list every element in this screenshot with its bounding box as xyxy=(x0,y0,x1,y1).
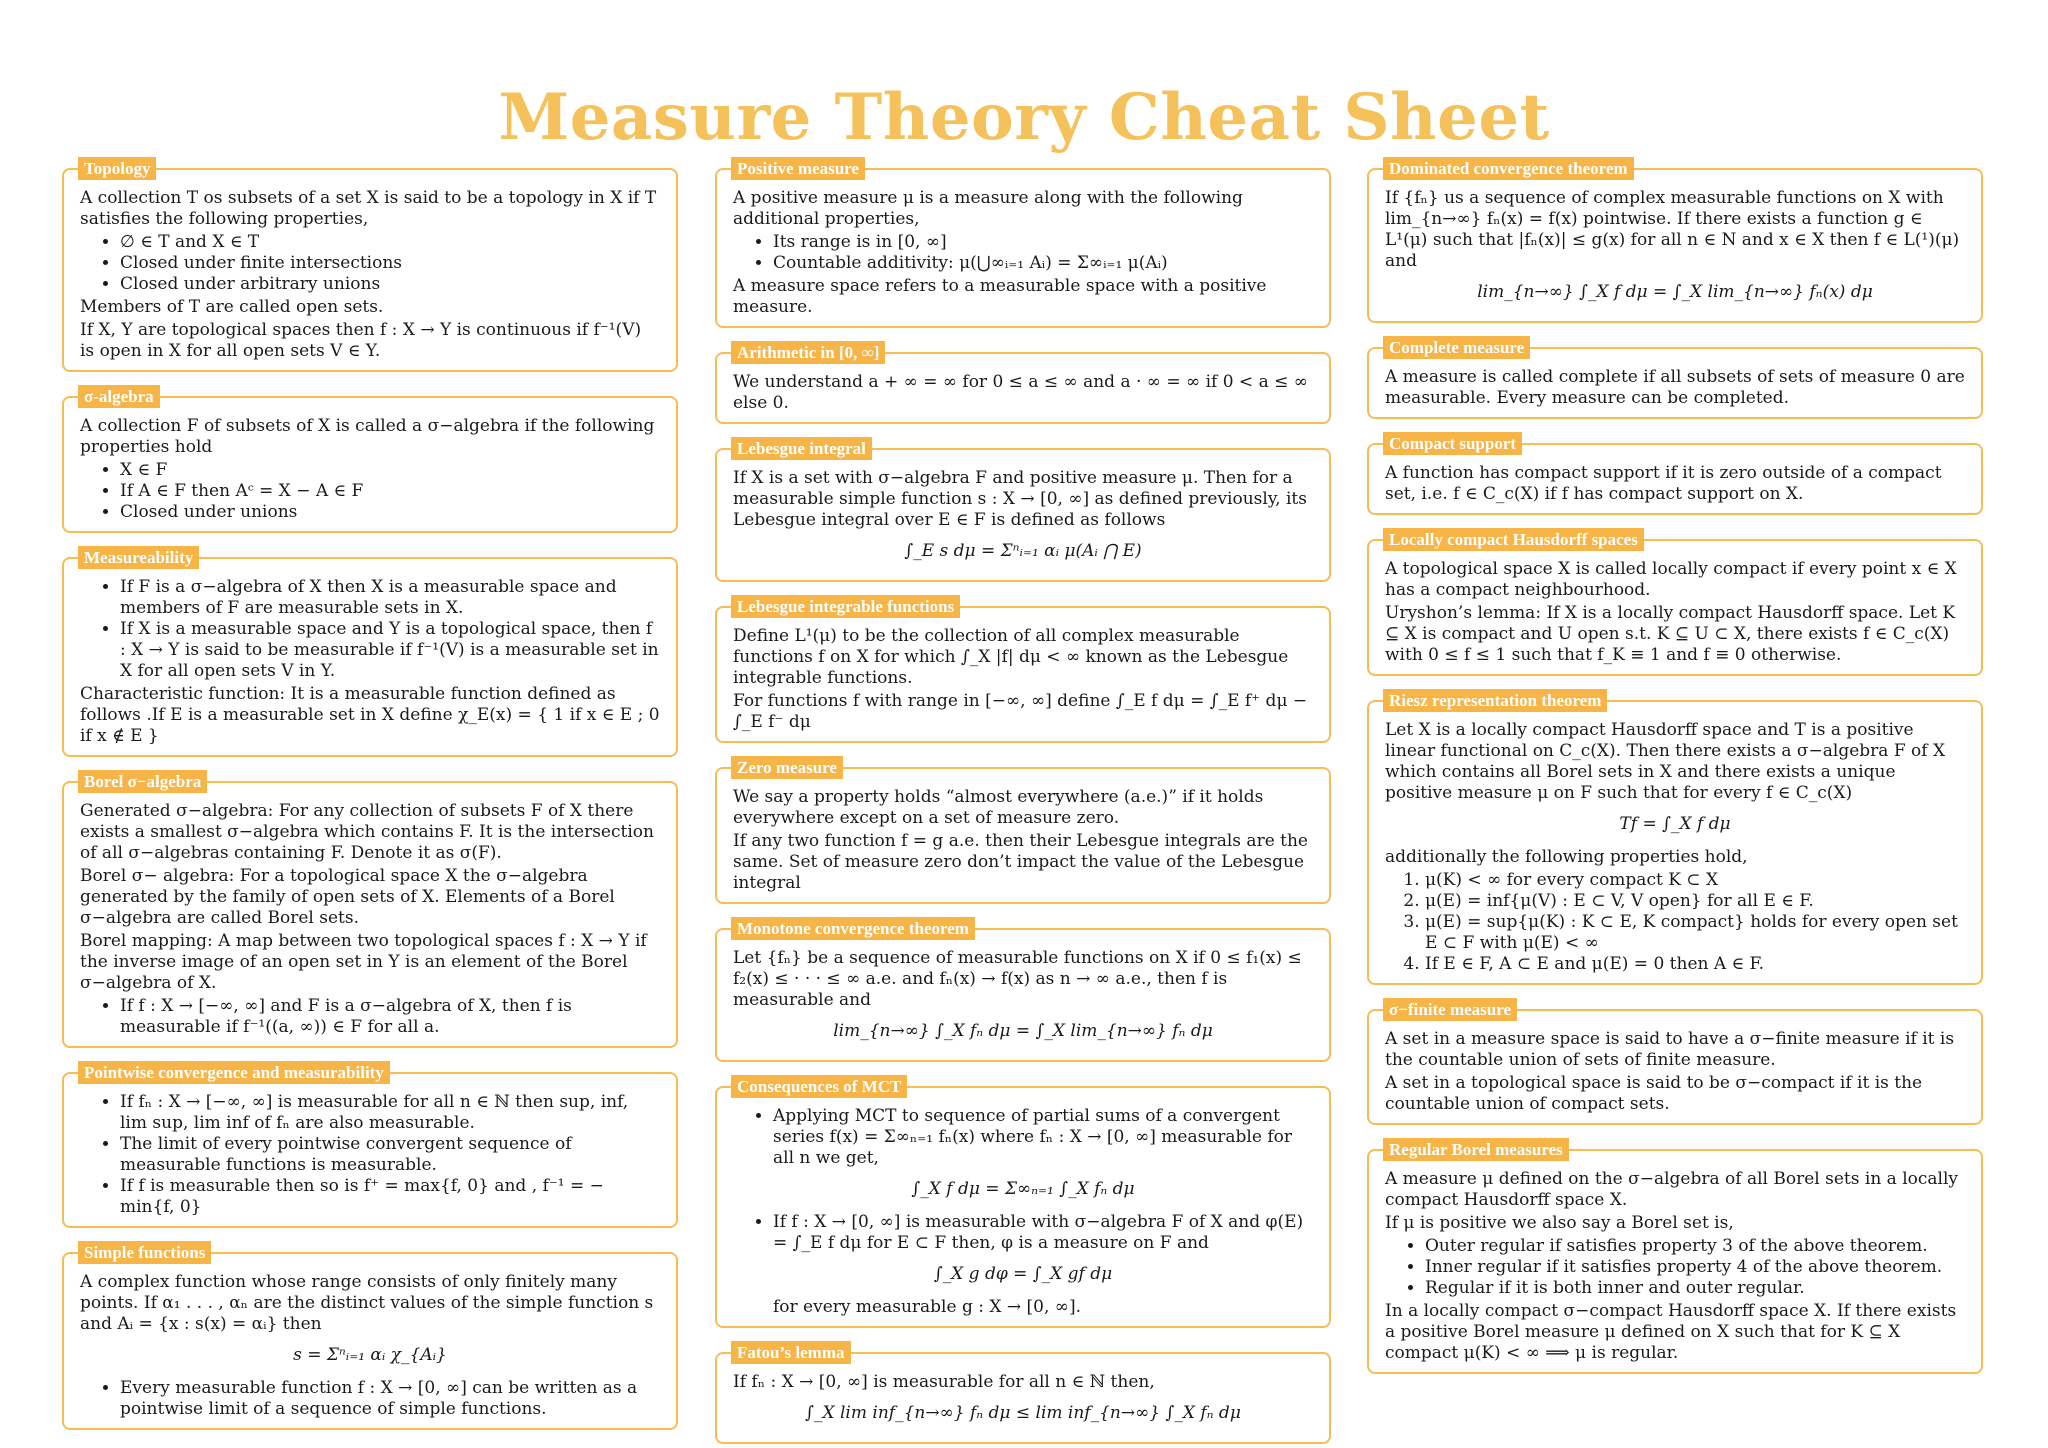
list-item: 1. μ(K) < ∞ for every compact K ⊂ X xyxy=(1425,870,1965,891)
bullet-list xyxy=(1385,1236,1965,1299)
section-locally-compact-hausdorff-spaces xyxy=(1367,530,1983,676)
section-heading: Zero measure xyxy=(731,756,843,779)
bullet-list xyxy=(733,232,1313,274)
list-item: • ∅ ∈ T and X ∈ T xyxy=(120,232,660,253)
paragraph: If μ is positive we also say a Borel set is, xyxy=(1385,1213,1734,1233)
section-heading: Lebesgue integrable functions xyxy=(731,595,960,618)
paragraph: Uryshon’s lemma: If X is a locally compact Hausdorff space. Let K ⊆ X is compact and U open s.t. K ⊆ U ⊂ X, there exists f ∈ C_c(X) with 0 ≤ f ≤ 1 such that f_K ≡ 1 and f ≡ 0 otherwise. xyxy=(1385,603,1956,665)
section-complete-measure xyxy=(1367,338,1983,419)
paragraph: A collection T os subsets of a set X is said to be a topology in X if T satisfies the following properties, xyxy=(80,188,657,229)
bullet-list xyxy=(733,1106,1313,1169)
list-item: 4. If E ∈ F, A ⊂ E and μ(E) = 0 then A ∈ F. xyxy=(1425,954,1965,975)
list-item: • Its range is in [0, ∞] xyxy=(773,232,1313,253)
list-item: • If f : X → [0, ∞] is measurable with σ−algebra F of X and φ(E) = ∫_E f dμ for E ⊂ F then, φ is a measure on F and xyxy=(773,1212,1313,1254)
bullet-list xyxy=(80,996,660,1038)
paragraph: A set in a topological space is said to be σ−compact if it is the countable union of compact sets. xyxy=(1385,1073,1923,1114)
list-item: • If fₙ : X → [−∞, ∞] is measurable for all n ∈ ℕ then sup, inf, lim sup, lim inf of fₙ are also measurable. xyxy=(120,1092,660,1134)
list-item: • If F is a σ−algebra of X then X is a measurable space and members of F are measurable sets in X. xyxy=(120,577,660,619)
paragraph: A measure space refers to a measurable space with a positive measure. xyxy=(733,276,1267,317)
section-heading: Consequences of MCT xyxy=(731,1075,907,1098)
list-item: • X ∈ F xyxy=(120,460,660,481)
list-item: • The limit of every pointwise convergent sequence of measurable functions is measurable. xyxy=(120,1134,660,1176)
list-item: • If A ∈ F then Aᶜ = X − A ∈ F xyxy=(120,481,660,502)
section-regular-borel-measures xyxy=(1367,1140,1983,1374)
section-heading: Regular Borel measures xyxy=(1383,1138,1569,1161)
section-lebesgue-integral xyxy=(715,439,1331,582)
section-fatou-s-lemma xyxy=(715,1343,1331,1444)
section-heading: Lebesgue integral xyxy=(731,437,872,460)
section-heading: Dominated convergence theorem xyxy=(1383,157,1634,180)
list-item: 2. μ(E) = inf{μ(V) : E ⊂ V, V open} for all E ∈ F. xyxy=(1425,891,1965,912)
paragraph: We say a property holds “almost everywhere (a.e.)” if it holds everywhere except on a set of measure zero. xyxy=(733,787,1264,828)
list-item: • Closed under arbitrary unions xyxy=(120,274,660,295)
equation: ∫_X lim inf_{n→∞} fₙ dμ ≤ lim inf_{n→∞} ∫_X fₙ dμ xyxy=(805,1403,1241,1423)
section-riesz-representation-theorem xyxy=(1367,691,1983,985)
section-heading: Fatou’s lemma xyxy=(731,1341,851,1364)
paragraph: A topological space X is called locally compact if every point x ∈ X has a compact neighbourhood. xyxy=(1385,559,1957,600)
list-item: 3. μ(E) = sup{μ(K) : K ⊂ E, K compact} holds for every open set E ⊂ F with μ(E) < ∞ xyxy=(1425,912,1965,954)
column-left xyxy=(62,159,678,1430)
section-lebesgue-integrable-functions xyxy=(715,597,1331,743)
section-borel-algebra xyxy=(62,772,678,1048)
section-heading: Measureability xyxy=(78,546,199,569)
equation: lim_{n→∞} ∫_X fₙ dμ = ∫_X lim_{n→∞} fₙ dμ xyxy=(833,1021,1213,1041)
section-compact-support xyxy=(1367,434,1983,515)
paragraph: A positive measure μ is a measure along with the following additional properties, xyxy=(733,188,1243,229)
paragraph: Let X is a locally compact Hausdorff space and T is a positive linear functional on C_c(X). Then there exists a σ−algebra F of X which contains all Borel sets in X and there exists a unique positive measure μ on F such that for every f ∈ C_c(X) xyxy=(1385,720,1946,803)
section-heading: Arithmetic in [0, ∞] xyxy=(731,341,885,364)
section-arithmetic-in-0 xyxy=(715,343,1331,424)
paragraph: A set in a measure space is said to have a σ−finite measure if it is the countable union of sets of finite measure. xyxy=(1385,1029,1955,1070)
section-consequences-of-mct xyxy=(715,1077,1331,1328)
list-item: • Countable additivity: μ(⋃∞ᵢ₌₁ Aᵢ) = Σ∞ᵢ₌₁ μ(Aᵢ) xyxy=(773,253,1313,274)
equation: Tf = ∫_X f dμ xyxy=(1619,814,1731,834)
column-right xyxy=(1367,159,1983,1374)
section-heading: Pointwise convergence and measurability xyxy=(78,1061,390,1084)
equation: ∫_X f dμ = Σ∞ₙ₌₁ ∫_X fₙ dμ xyxy=(911,1179,1135,1199)
paragraph: We understand a + ∞ = ∞ for 0 ≤ a ≤ ∞ and a · ∞ = ∞ if 0 < a ≤ ∞ else 0. xyxy=(733,372,1308,413)
bullet-list xyxy=(80,460,660,523)
paragraph: Borel mapping: A map between two topological spaces f : X → Y if the inverse image of an open set in Y is an element of the Borel σ−algebra of X. xyxy=(80,931,647,993)
paragraph: A collection F of subsets of X is called a σ−algebra if the following properties hold xyxy=(80,416,655,457)
section-finite-measure xyxy=(1367,1000,1983,1125)
paragraph: Define L¹(μ) to be the collection of all complex measurable functions f on X for which ∫_X |f| dμ < ∞ known as the Lebesgue integrable functions. xyxy=(733,626,1289,688)
section-heading: Borel σ−algebra xyxy=(78,770,207,793)
section-heading: Monotone convergence theorem xyxy=(731,917,975,940)
list-item: • Applying MCT to sequence of partial sums of a convergent series f(x) = Σ∞ₙ₌₁ fₙ(x) where fₙ : X → [0, ∞] measurable for all n we get, xyxy=(773,1106,1313,1169)
paragraph: In a locally compact σ−compact Hausdorff space X. If there exists a positive Borel measure μ defined on X such that for K ⊆ X compact μ(K) < ∞ ⟹ μ is regular. xyxy=(1385,1301,1957,1363)
paragraph: If X, Y are topological spaces then f : X → Y is continuous if f⁻¹(V) is open in X for all open sets V ∈ Y. xyxy=(80,320,642,361)
section-algebra xyxy=(62,387,678,533)
list-item: • Inner regular if it satisfies property 4 of the above theorem. xyxy=(1425,1257,1965,1278)
column-middle xyxy=(715,159,1331,1444)
list-item: • Regular if it is both inner and outer regular. xyxy=(1425,1278,1965,1299)
list-item: • If f : X → [−∞, ∞] and F is a σ−algebra of X, then f is measurable if f⁻¹((a, ∞)) ∈ F for all a. xyxy=(120,996,660,1038)
bullet-list xyxy=(80,232,660,295)
section-simple-functions xyxy=(62,1243,678,1430)
section-measureability xyxy=(62,548,678,757)
paragraph: Let {fₙ} be a sequence of measurable functions on X if 0 ≤ f₁(x) ≤ f₂(x) ≤ · · · ≤ ∞ a.e. and fₙ(x) → f(x) as n → ∞ a.e., then f is measurable and xyxy=(733,948,1302,1010)
paragraph: Characteristic function: It is a measurable function defined as follows .If E is a measurable set in X define χ_E(x) = { 1 if x ∈ E ; 0 if x ∉ E } xyxy=(80,684,660,746)
section-heading: σ−finite measure xyxy=(1383,998,1517,1021)
list-item: • Every measurable function f : X → [0, ∞] can be written as a pointwise limit of a sequence of simple functions. xyxy=(120,1378,660,1420)
section-heading: Locally compact Hausdorff spaces xyxy=(1383,528,1644,551)
section-topology xyxy=(62,159,678,372)
paragraph: A measure μ defined on the σ−algebra of all Borel sets in a locally compact Hausdorff space X. xyxy=(1385,1169,1959,1210)
equation: s = Σⁿᵢ₌₁ αᵢ χ_{Aᵢ} xyxy=(293,1345,447,1365)
list-item: • If f is measurable then so is f⁺ = max{f, 0} and , f⁻¹ = − min{f, 0} xyxy=(120,1176,660,1218)
list-item: • If X is a measurable space and Y is a topological space, then f : X → Y is said to be measurable if f⁻¹(V) is a measurable set in X for all open sets V in Y. xyxy=(120,619,660,682)
list-item: • Closed under finite intersections xyxy=(120,253,660,274)
paragraph: If X is a set with σ−algebra F and positive measure μ. Then for a measurable simple function s : X → [0, ∞] as defined previously, its Lebesgue integral over E ∈ F is defined as follows xyxy=(733,468,1307,530)
paragraph: additionally the following properties hold, xyxy=(1385,847,1748,867)
bullet-list xyxy=(80,577,660,682)
paragraph: A function has compact support if it is zero outside of a compact set, i.e. f ∈ C_c(X) if f has compact support on X. xyxy=(1385,463,1942,504)
section-dominated-convergence-theorem xyxy=(1367,159,1983,323)
section-heading: Compact support xyxy=(1383,432,1522,455)
numbered-list xyxy=(1385,870,1965,975)
paragraph: For functions f with range in [−∞, ∞] define ∫_E f dμ = ∫_E f⁺ dμ − ∫_E f⁻ dμ xyxy=(733,691,1308,732)
page-title: Measure Theory Cheat Sheet xyxy=(498,80,1550,155)
list-item: • Closed under unions xyxy=(120,502,660,523)
bullet-list xyxy=(733,1212,1313,1254)
section-heading: Positive measure xyxy=(731,157,865,180)
bullet-list xyxy=(80,1378,660,1420)
section-pointwise-convergence-and-measurability xyxy=(62,1063,678,1228)
paragraph: If fₙ : X → [0, ∞] is measurable for all n ∈ ℕ then, xyxy=(733,1372,1155,1392)
section-heading: Topology xyxy=(78,157,156,180)
paragraph: If {fₙ} us a sequence of complex measurable functions on X with lim_{n→∞} fₙ(x) = f(x) pointwise. If there exists a function g ∈ L¹(μ) such that |fₙ(x)| ≤ g(x) for all n ∈ N and x ∈ X then f ∈ L(¹)(μ) and xyxy=(1385,188,1960,271)
equation: lim_{n→∞} ∫_X f dμ = ∫_X lim_{n→∞} fₙ(x) dμ xyxy=(1477,282,1873,302)
equation: ∫_X g dφ = ∫_X gf dμ xyxy=(933,1264,1113,1284)
equation: ∫_E s dμ = Σⁿᵢ₌₁ αᵢ μ(Aᵢ ⋂ E) xyxy=(904,541,1142,561)
paragraph: Borel σ− algebra: For a topological space X the σ−algebra generated by the family of open sets of X. Elements of a Borel σ−algebra are called Borel sets. xyxy=(80,866,615,928)
paragraph: Members of T are called open sets. xyxy=(80,297,384,317)
paragraph: A measure is called complete if all subsets of sets of measure 0 are measurable. Every measure can be completed. xyxy=(1385,367,1965,408)
section-monotone-convergence-theorem xyxy=(715,919,1331,1062)
paragraph: If any two function f = g a.e. then their Lebesgue integrals are the same. Set of measure zero don’t impact the value of the Lebesgue integral xyxy=(733,831,1308,893)
section-heading: Simple functions xyxy=(78,1241,211,1264)
section-positive-measure xyxy=(715,159,1331,328)
paragraph: Generated σ−algebra: For any collection of subsets F of X there exists a smallest σ−algebra which contains F. It is the intersection of all σ−algebras containing F. Denote it as σ(F). xyxy=(80,801,654,863)
bullet-list xyxy=(80,1092,660,1218)
section-heading: σ-algebra xyxy=(78,385,160,408)
section-zero-measure xyxy=(715,758,1331,904)
section-heading: Riesz representation theorem xyxy=(1383,689,1607,712)
paragraph: A complex function whose range consists of only finitely many points. If α₁ . . . , αₙ are the distinct values of the simple function s and Aᵢ = {x : s(x) = αᵢ} then xyxy=(80,1272,654,1334)
section-heading: Complete measure xyxy=(1383,336,1530,359)
paragraph: for every measurable g : X → [0, ∞]. xyxy=(773,1297,1081,1317)
list-item: • Outer regular if satisfies property 3 of the above theorem. xyxy=(1425,1236,1965,1257)
